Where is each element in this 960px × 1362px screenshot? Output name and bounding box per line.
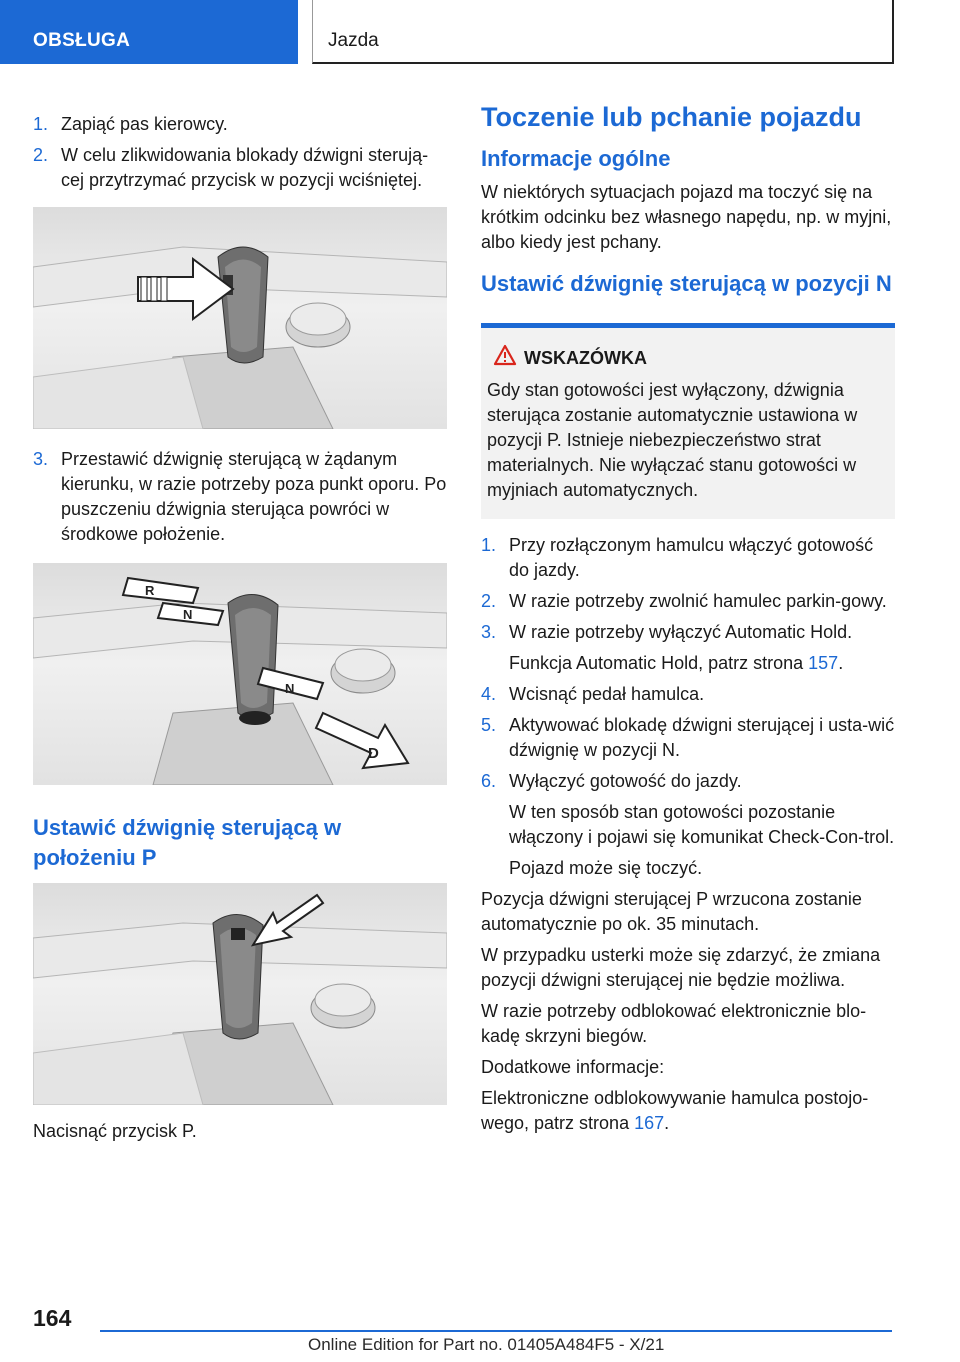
figure-lever-directions — [33, 563, 447, 785]
step-subtext — [481, 651, 897, 676]
list-item — [481, 589, 897, 614]
step-number: 2. — [33, 145, 49, 165]
header-title-box — [312, 0, 894, 64]
subtext: Funkcja Automatic Hold, patrz strona — [509, 653, 809, 673]
step-subtext: W ten sposób stan gotowości pozostanie włączony i pojawi się komunikat Check-Con-trol. — [509, 802, 895, 847]
step-number: 5. — [481, 715, 497, 735]
step-text: W razie potrzeby wyłączyć Automatic Hold. — [509, 622, 853, 642]
paragraph: Nacisnąć przycisk P. — [33, 1121, 197, 1141]
list-item — [481, 533, 897, 583]
page-link[interactable]: 167 — [634, 1113, 665, 1133]
page-header-title: Jazda — [328, 30, 379, 51]
list-item — [33, 143, 447, 193]
step-text: Wyłączyć gotowość do jazdy. — [509, 771, 742, 791]
step-number: 4. — [481, 684, 497, 704]
paragraph-text: Elektroniczne odblokowywanie hamulca postojo-wego, patrz strona — [481, 1088, 869, 1133]
page-link[interactable]: 157 — [808, 653, 839, 673]
page-title: Toczenie lub pchanie pojazdu — [481, 102, 862, 132]
intro-paragraph: W niektórych sytuacjach pojazd ma toczyć się na krótkim odcinku bez własnego napędu, np. w myjni, albo kiedy jest pchany. — [481, 182, 892, 252]
edition-text: Online Edition for Part no. 01405A484F5 - X/21 — [308, 1335, 665, 1354]
step-text: Przy rozłączonym hamulcu włączyć gotowość do jazdy. — [509, 535, 874, 580]
paragraph — [481, 1086, 897, 1136]
step-number: 1. — [481, 535, 497, 555]
step-number: 3. — [33, 449, 49, 469]
paragraph: Pozycja dźwigni sterującej P wrzucona zostanie automatycznie po ok. 35 minutach. — [481, 889, 862, 934]
step-subtext: Pojazd może się toczyć. — [509, 858, 703, 878]
warning-note — [481, 323, 895, 519]
note-header — [487, 346, 883, 372]
left-column — [33, 112, 447, 1150]
figure-p-button — [33, 883, 447, 1105]
section-heading: Ustawić dźwignię sterującą w pozycji N — [481, 271, 892, 296]
fig-label-d: D — [368, 745, 379, 762]
step-text: W celu zlikwidowania blokady dźwigni sterują-cej przytrzymać przycisk w pozycji wciśniętej. — [61, 145, 429, 190]
fig-label-n-bottom: N — [285, 681, 295, 696]
step-number: 2. — [481, 591, 497, 611]
list-item — [481, 713, 897, 763]
right-column — [481, 100, 897, 1142]
section-subtitle: Informacje ogólne — [481, 146, 671, 171]
step-text: W razie potrzeby zwolnić hamulec parkin-gowy. — [509, 591, 887, 611]
list-item — [481, 682, 897, 707]
list-item — [481, 769, 897, 794]
step-text: Przestawić dźwignię sterującą w żądanym kierunku, w razie potrzeby poza punkt oporu. Po puszczeniu dźwignia sterująca powróci w środkowe położenie. — [61, 449, 447, 544]
step-text: Wcisnąć pedał hamulca. — [509, 684, 705, 704]
section-tab: OBSŁUGA — [0, 0, 298, 64]
paragraph-end: . — [664, 1113, 670, 1133]
fig-label-r: R — [145, 583, 155, 598]
list-item — [33, 112, 447, 137]
figure-unlock-button — [33, 207, 447, 429]
warning-icon — [493, 344, 517, 366]
footer-divider — [100, 1330, 892, 1332]
page-number: 164 — [33, 1305, 72, 1331]
list-item — [481, 620, 897, 645]
step-number: 1. — [33, 114, 49, 134]
step-text: Zapiąć pas kierowcy. — [61, 114, 228, 134]
note-title: WSKAZÓWKA — [524, 348, 647, 368]
paragraph: W przypadku usterki może się zdarzyć, że zmiana pozycji dźwigni sterującej nie będzie możliwa. — [481, 945, 881, 990]
paragraph: Dodatkowe informacje: — [481, 1057, 665, 1077]
step-number: 3. — [481, 622, 497, 642]
step-text: Aktywować blokadę dźwigni sterującej i usta-wić dźwignię w pozycji N. — [509, 715, 895, 760]
paragraph: W razie potrzeby odblokować elektronicznie blo-kadę skrzyni biegów. — [481, 1001, 867, 1046]
list-item — [33, 447, 447, 547]
fig-label-n-top: N — [183, 607, 193, 622]
step-number: 6. — [481, 771, 497, 791]
section-heading: Ustawić dźwignię sterującą w położeniu P — [33, 815, 342, 870]
note-text: Gdy stan gotowości jest wyłączony, dźwignia sterująca zostanie automatycznie ustawiona w pozycji P. Istnieje niebezpieczeństwo strat materialnych. Nie wyłączać stanu gotowości w myjniach automatycznych. — [487, 380, 858, 500]
subtext-end: . — [838, 653, 844, 673]
